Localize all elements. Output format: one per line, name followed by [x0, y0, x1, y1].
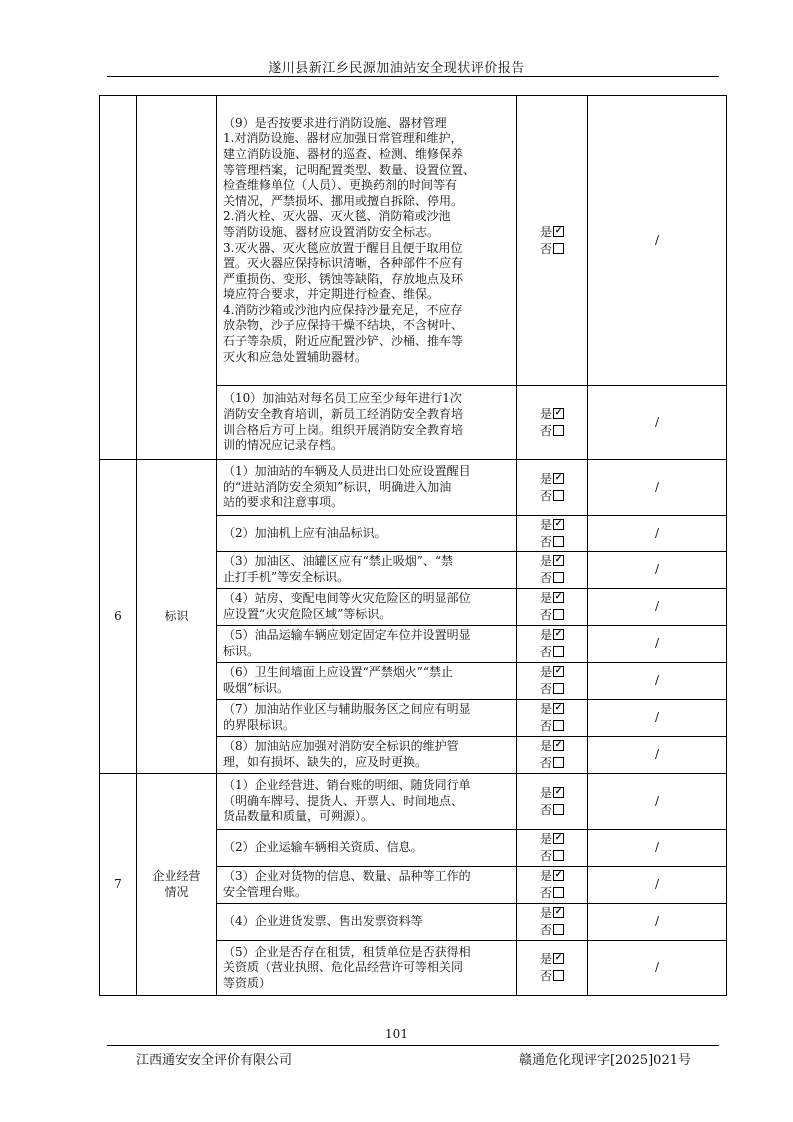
no-checkbox[interactable] [553, 850, 564, 861]
yes-checkbox[interactable] [553, 408, 564, 419]
requirement-cell: （3）企业对货物的信息、数量、品种等工作的 安全管理台账。 [217, 867, 517, 904]
requirement-cell: （1）加油站的车辆及人员进出口处应设置醒目 的“进站消防安全须知”标识，明确进入加油 站的要求和注意事项。 [217, 460, 517, 516]
requirement-cell: （4）企业进货发票、售出发票资料等 [217, 904, 517, 941]
no-checkbox[interactable] [553, 757, 564, 768]
no-checkbox[interactable] [553, 887, 564, 898]
note-cell: / [588, 941, 727, 996]
yes-checkbox[interactable] [553, 907, 564, 918]
result-cell: 是✓ 否 [517, 830, 588, 867]
note-cell: / [588, 663, 727, 700]
note-cell: / [588, 386, 727, 460]
yes-checkbox[interactable] [553, 833, 564, 844]
no-checkbox[interactable] [553, 536, 564, 547]
requirement-cell: （7）加油站作业区与辅助服务区之间应有明显 的界限标识。 [217, 700, 517, 737]
result-cell: 是✓ 否 [517, 516, 588, 552]
result-cell: 是✓ 否 [517, 941, 588, 996]
no-checkbox[interactable] [553, 646, 564, 657]
report-header-title: 遂川县新江乡民源加油站安全现状评价报告 [268, 61, 525, 76]
note-cell: / [588, 774, 727, 830]
result-cell: 是✓ 否 [517, 867, 588, 904]
report-number: 赣通危化现评字[2025]021号 [518, 1053, 691, 1068]
yes-checkbox[interactable] [553, 953, 564, 964]
yes-checkbox[interactable] [553, 703, 564, 714]
note-cell: / [588, 460, 727, 516]
result-cell: 是✓ 否 [517, 589, 588, 626]
requirement-cell: （6）卫生间墙面上应设置“严禁烟火”“禁止 吸烟”标识。 [217, 663, 517, 700]
result-cell: 是✓ 否 [517, 552, 588, 589]
note-cell: / [588, 830, 727, 867]
note-cell: / [588, 589, 727, 626]
result-cell: 是✓ 否 [517, 904, 588, 941]
evaluation-checklist-table [99, 95, 727, 996]
yes-checkbox[interactable] [553, 787, 564, 798]
company-name: 江西通安安全评价有限公司 [136, 1053, 293, 1068]
item-number-cell: 6 [100, 460, 137, 774]
yes-checkbox[interactable] [553, 740, 564, 751]
item-name-cell: 标识 [137, 460, 217, 774]
item-name-cell [137, 96, 217, 460]
no-checkbox[interactable] [553, 804, 564, 815]
table-row [100, 460, 727, 516]
note-cell: / [588, 904, 727, 941]
yes-checkbox[interactable] [553, 555, 564, 566]
yes-checkbox[interactable] [553, 226, 564, 237]
requirement-cell: （5）油品运输车辆应划定固定车位并设置明显 标识。 [217, 626, 517, 663]
no-checkbox[interactable] [553, 490, 564, 501]
item-number-cell: 7 [100, 774, 137, 996]
item-name-cell: 企业经营 情况 [137, 774, 217, 996]
yes-checkbox[interactable] [553, 473, 564, 484]
note-cell: / [588, 867, 727, 904]
requirement-cell: （2）企业运输车辆相关资质、信息。 [217, 830, 517, 867]
requirement-cell: （3）加油区、油罐区应有“禁止吸烟”、“禁 止打手机”等安全标识。 [217, 552, 517, 589]
no-checkbox[interactable] [553, 720, 564, 731]
result-cell: 是✓ 否 [517, 460, 588, 516]
yes-checkbox[interactable] [553, 592, 564, 603]
note-cell: / [588, 700, 727, 737]
result-cell: 是✓ 否 [517, 626, 588, 663]
no-checkbox[interactable] [553, 970, 564, 981]
requirement-cell: （1）企业经营进、销台账的明细、随货同行单 （明确车牌号、提货人、开票人、时间地点、 货品数量和质量，可朔源）。 [217, 774, 517, 830]
header-divider [107, 76, 719, 77]
no-checkbox[interactable] [553, 572, 564, 583]
result-cell: 是✓ 否 [517, 700, 588, 737]
note-cell: / [588, 96, 727, 386]
yes-checkbox[interactable] [553, 870, 564, 881]
requirement-cell: （9）是否按要求进行消防设施、器材管理 1.对消防设施、器材应加强日常管理和维护， 建立消防设施、器材的巡查、检测、维修保养 等管理档案，记明配置类型、数量、设置位置、 检查维修单位（人员）、更换药剂的时间等有 关情况，严禁损坏、挪用或擅自拆除、停用。 2.消火栓、灭火器、灭火毯、消防箱或沙池 等消防设施、器材应设置消防安全标志。 3.灭火器、灭火毯应放置于醒目且便于取用位 置。灭火器应保持标识清晰，各种部件不应有 严重损伤、变形、锈蚀等缺陷，存放地点及环 境应符合要求，并定期进行检查、维保。 4.消防沙箱或沙池内应保持沙量充足，不应存 放杂物，沙子应保持干燥不结块，不含树叶、 石子等杂质，附近应配置沙铲、沙桶、推车等 灭火和应急处置辅助器材。 [217, 96, 517, 386]
requirement-cell: （8）加油站应加强对消防安全标识的维护管 理，如有损坏、缺失的，应及时更换。 [217, 737, 517, 774]
no-checkbox[interactable] [553, 425, 564, 436]
requirement-cell: （5）企业是否存在租赁，租赁单位是否获得相 关资质（营业执照、危化品经营许可等相关同 等资质） [217, 941, 517, 996]
no-checkbox[interactable] [553, 683, 564, 694]
yes-checkbox[interactable] [553, 519, 564, 530]
item-number-cell [100, 96, 137, 460]
yes-checkbox[interactable] [553, 666, 564, 677]
result-cell: 是✓ 否 [517, 386, 588, 460]
note-cell: / [588, 737, 727, 774]
note-cell: / [588, 552, 727, 589]
result-cell: 是✓ 否 [517, 737, 588, 774]
note-cell: / [588, 626, 727, 663]
requirement-cell: （10）加油站对每名员工应至少每年进行1次 消防安全教育培训，新员工经消防安全教育培 训合格后方可上岗。组织开展消防安全教育培 训的情况应记录存档。 [217, 386, 517, 460]
table-row [100, 96, 727, 386]
no-checkbox[interactable] [553, 243, 564, 254]
result-cell: 是✓ 否 [517, 774, 588, 830]
requirement-cell: （4）站房、变配电间等火灾危险区的明显部位 应设置“火灾危险区域”等标识。 [217, 589, 517, 626]
no-checkbox[interactable] [553, 609, 564, 620]
result-cell: 是✓ 否 [517, 96, 588, 386]
requirement-cell: （2）加油机上应有油品标识。 [217, 516, 517, 552]
no-checkbox[interactable] [553, 924, 564, 935]
yes-checkbox[interactable] [553, 629, 564, 640]
footer-divider [107, 1045, 719, 1046]
result-cell: 是✓ 否 [517, 663, 588, 700]
table-row [100, 774, 727, 830]
note-cell: / [588, 516, 727, 552]
page-number: 101 [385, 1027, 408, 1041]
